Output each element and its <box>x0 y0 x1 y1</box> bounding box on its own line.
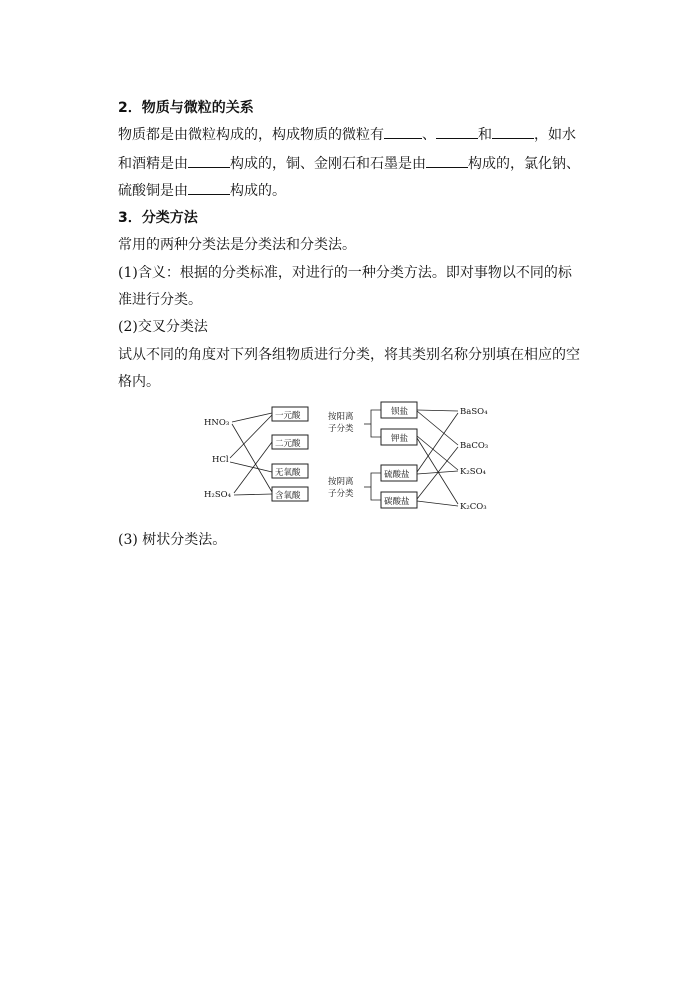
section-3-intro: 常用的两种分类法是分类法和分类法。 <box>118 237 356 253</box>
svg-text:无氧酸: 无氧酸 <box>275 468 301 478</box>
salt-type-box <box>381 465 417 481</box>
section-2-line-3: 硫酸铜是由 构成的。 <box>118 183 286 199</box>
section-3-p2-title: (2)交叉分类法 <box>118 319 208 335</box>
acid-type-box <box>272 407 308 421</box>
item-baco3: BaCO₃ <box>460 441 489 451</box>
section-3-p3: (3) 树状分类法。 <box>118 532 227 548</box>
item-k2co3: K₂CO₃ <box>460 502 487 512</box>
item-hcl: HCl <box>212 455 229 465</box>
section-3-title: 3．分类方法 <box>118 210 198 226</box>
section-3-p1-line-1: (1)含义：根据的分类标准，对进行的一种分类方法。即对事物以不同的标 <box>118 265 572 281</box>
section-3-p2-line-2: 格内。 <box>118 374 160 390</box>
cross-classification-figure <box>200 398 500 518</box>
answer-blank[interactable] <box>384 126 422 139</box>
anion-label-line-2: 子分类 <box>328 489 354 499</box>
section-3-p2-line-1: 试从不同的角度对下列各组物质进行分类，将其类别名称分别填在相应的空 <box>118 347 580 363</box>
answer-blank[interactable] <box>436 126 478 139</box>
section-3-p1-line-2: 准进行分类。 <box>118 292 202 308</box>
svg-text:硫酸盐: 硫酸盐 <box>384 470 410 480</box>
svg-text:钾盐: 钾盐 <box>391 434 409 444</box>
acid-type-box <box>272 464 308 478</box>
acid-type-box <box>272 435 308 449</box>
svg-text:碳酸盐: 碳酸盐 <box>384 497 410 507</box>
section-2-title: 2．物质与微粒的关系 <box>118 100 254 116</box>
anion-label-line-1: 按阴离 <box>328 477 354 487</box>
item-hno3: HNO₃ <box>204 418 230 428</box>
svg-text:含氧酸: 含氧酸 <box>275 491 301 501</box>
answer-blank[interactable] <box>188 182 230 195</box>
acid-connector-lines <box>230 413 272 495</box>
salt-connector-lines <box>417 410 458 506</box>
answer-blank[interactable] <box>188 155 230 168</box>
salt-type-box <box>381 492 417 508</box>
section-2-line-2: 和酒精是由 构成的，铜、金刚石和石墨是由 构成的，氯化钠、 <box>118 156 580 172</box>
acid-type-box <box>272 487 308 501</box>
answer-blank[interactable] <box>426 155 468 168</box>
item-h2so4: H₂SO₄ <box>204 490 232 500</box>
svg-text:一元酸: 一元酸 <box>275 411 301 421</box>
svg-text:二元酸: 二元酸 <box>275 439 301 449</box>
item-baso4: BaSO₄ <box>460 407 488 417</box>
answer-blank[interactable] <box>492 126 534 139</box>
item-k2so4: K₂SO₄ <box>460 467 486 477</box>
salt-type-box <box>381 429 417 445</box>
svg-text:钡盐: 钡盐 <box>391 407 409 417</box>
cation-label-line-2: 子分类 <box>328 424 354 434</box>
section-2-line-1: 物质都是由微粒构成的，构成物质的微粒有 、 和 ，如水 <box>118 127 576 143</box>
bracket-lines <box>364 410 381 500</box>
cation-label-line-1: 按阳离 <box>328 412 354 422</box>
salt-type-box <box>381 402 417 418</box>
